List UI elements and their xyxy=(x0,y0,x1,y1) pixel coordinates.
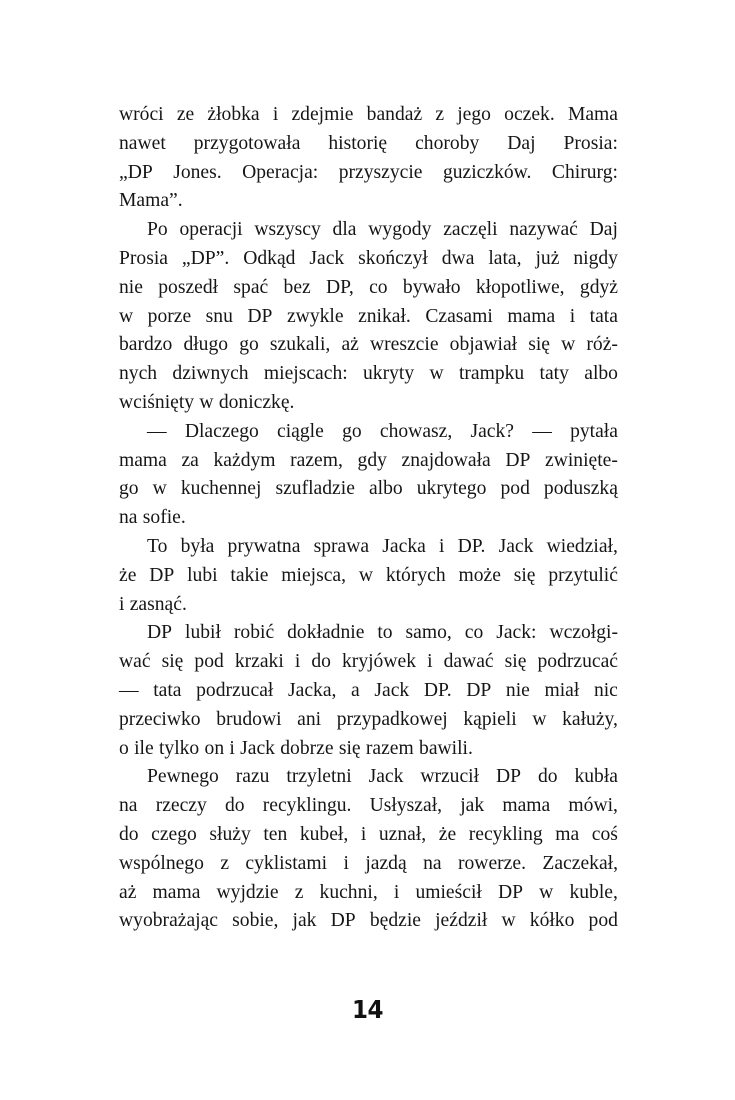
word: wyobrażając xyxy=(119,910,218,932)
text-line xyxy=(119,763,618,792)
word: „DP”. xyxy=(181,247,230,269)
word: długo xyxy=(183,334,229,356)
text-line xyxy=(119,850,618,879)
word: — xyxy=(147,420,167,442)
text-line xyxy=(119,187,618,216)
word: nawet xyxy=(119,132,166,154)
word: i xyxy=(427,651,433,673)
word: DP xyxy=(495,766,522,788)
word: operacji xyxy=(179,219,243,241)
word: miejscach: xyxy=(263,363,348,385)
word: ma xyxy=(555,823,580,845)
word: skończył xyxy=(358,247,428,269)
word: sobie, xyxy=(232,910,279,932)
word: których xyxy=(385,564,446,586)
word: Daj xyxy=(589,219,618,241)
word: zdejmie xyxy=(291,104,354,125)
text-line xyxy=(119,677,618,706)
word: razem, xyxy=(290,449,343,471)
word: róż- xyxy=(586,334,618,356)
text-line xyxy=(119,648,618,677)
text-line xyxy=(119,821,618,850)
word: w xyxy=(119,305,134,327)
word: jak xyxy=(292,910,317,932)
word: na xyxy=(119,507,138,529)
word: DP xyxy=(247,305,273,327)
word: i xyxy=(360,823,367,845)
word: taty xyxy=(539,363,569,385)
word: go xyxy=(239,334,259,356)
word: ile xyxy=(134,737,154,759)
word: DP xyxy=(466,679,492,701)
word: DP xyxy=(497,881,524,903)
word: jego xyxy=(457,104,491,125)
word: mówi, xyxy=(568,795,618,817)
text-line xyxy=(119,159,618,188)
word: samo, xyxy=(405,622,452,644)
word: Jack xyxy=(374,679,410,701)
word: znikał. xyxy=(358,305,411,327)
text-line xyxy=(119,130,618,159)
word: bawili. xyxy=(419,737,473,759)
word: nic xyxy=(593,679,618,701)
word: z xyxy=(220,852,230,874)
word: go xyxy=(119,478,139,500)
word: Mama xyxy=(567,104,618,125)
word: go xyxy=(342,420,362,442)
word: nigdy xyxy=(573,247,618,269)
word: pytała xyxy=(570,420,618,442)
word: poszedł xyxy=(158,276,219,298)
word: Zaczekał, xyxy=(542,852,618,874)
word: prywatna xyxy=(227,535,301,557)
text-line xyxy=(119,619,618,648)
word: DP. xyxy=(423,679,452,701)
word: Operacja: xyxy=(242,161,319,183)
word: do xyxy=(537,766,558,788)
word: razu xyxy=(235,766,270,788)
text-line xyxy=(119,274,618,303)
word: że xyxy=(438,823,457,845)
word: snu xyxy=(205,305,233,327)
word: że xyxy=(119,564,137,586)
word: historię xyxy=(328,132,388,154)
word: Jacka, xyxy=(288,679,337,701)
word: wróci xyxy=(119,104,164,125)
text-line xyxy=(119,245,618,274)
word: wciśnięty xyxy=(119,391,195,413)
word: mama xyxy=(119,449,167,471)
word: jeździł xyxy=(435,910,488,932)
word: się xyxy=(504,651,527,673)
word: ukryty xyxy=(363,363,415,385)
word: co xyxy=(369,276,388,298)
word: Odkąd xyxy=(243,247,296,269)
word: sprawa xyxy=(313,535,370,557)
word: już xyxy=(535,247,560,269)
word: się xyxy=(161,651,184,673)
word: lubi xyxy=(187,564,218,586)
word: Jack xyxy=(240,737,275,759)
text-line xyxy=(119,533,618,562)
word: choroby xyxy=(415,132,480,154)
word: znajdowała xyxy=(401,449,491,471)
word: i xyxy=(229,737,235,759)
word: coś xyxy=(591,823,618,845)
word: jazdą xyxy=(365,852,407,874)
word: krzaki xyxy=(234,651,284,673)
word: szukali, xyxy=(269,334,331,356)
word: ze xyxy=(176,104,195,125)
word: do xyxy=(224,795,245,817)
word: umieścił xyxy=(415,881,482,903)
word: i xyxy=(119,593,125,615)
word: może xyxy=(458,564,501,586)
word: Jack xyxy=(368,766,404,788)
text-line xyxy=(119,303,618,332)
word: kubła xyxy=(574,766,618,788)
word: do xyxy=(119,823,139,845)
word: spać xyxy=(233,276,269,298)
word: nie xyxy=(505,679,530,701)
word: to xyxy=(377,622,393,644)
word: recyklingu. xyxy=(262,795,352,817)
word: kuchni, xyxy=(319,881,378,903)
word: dawać xyxy=(443,651,494,673)
word: przeciwko xyxy=(119,708,201,730)
word: wspólnego xyxy=(119,852,204,874)
word: wczołgi- xyxy=(549,622,618,644)
text-line xyxy=(119,562,618,591)
word: szufladzie xyxy=(275,478,355,500)
word: miejsca, xyxy=(281,564,347,586)
word: służy xyxy=(209,823,251,845)
word: doniczkę. xyxy=(218,391,295,413)
word: w xyxy=(532,708,547,730)
word: kałuży, xyxy=(562,708,618,730)
text-line xyxy=(119,475,618,504)
word: lubił xyxy=(185,622,221,644)
text-line xyxy=(119,447,618,476)
word: pod xyxy=(588,910,618,932)
word: wreszcie xyxy=(369,334,439,356)
word: zasnąć. xyxy=(129,593,187,615)
word: objawiał xyxy=(449,334,518,356)
word: w xyxy=(539,881,554,903)
word: Jack: xyxy=(496,622,537,644)
word: oczek. xyxy=(504,104,555,125)
word: na xyxy=(423,852,442,874)
word: i xyxy=(439,535,445,557)
word: i xyxy=(272,104,279,125)
word: dokładnie xyxy=(287,622,365,644)
word: Usłyszał, xyxy=(369,795,443,817)
word: rowerze. xyxy=(457,852,526,874)
word: Chirurg: xyxy=(551,161,618,183)
word: sofie. xyxy=(142,507,186,529)
word: ani xyxy=(297,708,322,730)
word: ten xyxy=(263,823,288,845)
word: porze xyxy=(147,305,192,327)
word: kubeł, xyxy=(299,823,349,845)
word: Jack xyxy=(309,247,345,269)
word: w xyxy=(429,363,444,385)
word: Jones. xyxy=(173,161,222,183)
word: wyjdzie xyxy=(216,881,279,903)
word: ciągle xyxy=(277,420,324,442)
word: kłopotliwe, xyxy=(475,276,565,298)
text-line xyxy=(119,879,618,908)
word: — xyxy=(119,679,139,701)
word: na xyxy=(119,795,138,817)
text-line xyxy=(119,331,618,360)
word: mama xyxy=(507,305,556,327)
word: a xyxy=(351,679,360,701)
word: dobrze xyxy=(280,737,334,759)
word: robić xyxy=(233,622,275,644)
word: Prosia xyxy=(119,247,168,269)
word: gdyż xyxy=(579,276,618,298)
word: Jacka xyxy=(382,535,426,557)
word: wygody xyxy=(368,219,432,241)
word: Daj xyxy=(507,132,536,154)
word: i xyxy=(343,852,349,874)
word: czego xyxy=(151,823,197,845)
word: była xyxy=(180,535,215,557)
word: i xyxy=(294,651,301,673)
word: Jack? xyxy=(470,420,514,442)
word: przypadkowej xyxy=(336,708,448,730)
word: nych xyxy=(119,363,158,385)
page-body-text xyxy=(119,101,618,936)
word: się xyxy=(513,564,536,586)
word: brudowi xyxy=(216,708,282,730)
text-line xyxy=(119,907,618,936)
page-number: 14 xyxy=(351,995,384,1024)
word: DP xyxy=(505,449,531,471)
word: DP, xyxy=(326,276,354,298)
word: dwa xyxy=(441,247,475,269)
text-line xyxy=(119,792,618,821)
word: zwykle xyxy=(286,305,344,327)
word: bez xyxy=(283,276,311,298)
word: DP. xyxy=(457,535,486,557)
word: takie xyxy=(230,564,269,586)
word: będzie xyxy=(369,910,421,932)
word: lata, xyxy=(488,247,522,269)
word: Czasami xyxy=(425,305,493,327)
word: podrzucał xyxy=(196,679,274,701)
word: pod xyxy=(500,478,530,500)
text-line xyxy=(119,360,618,389)
word: kąpieli xyxy=(463,708,517,730)
text-line xyxy=(119,389,618,418)
word: albo xyxy=(368,478,403,500)
word: trampku xyxy=(458,363,525,385)
word: w xyxy=(561,334,576,356)
word: bardzo xyxy=(119,334,173,356)
word: dla xyxy=(332,219,357,241)
word: i xyxy=(393,881,400,903)
word: się xyxy=(528,334,550,356)
word: albo xyxy=(584,363,618,385)
word: o xyxy=(119,737,129,759)
word: ukrytego xyxy=(416,478,487,500)
word: w xyxy=(501,910,516,932)
word: tata xyxy=(153,679,182,701)
word: recykling xyxy=(468,823,543,845)
word: dziwnych xyxy=(172,363,249,385)
word: gdy xyxy=(357,449,387,471)
word: rzeczy xyxy=(155,795,207,817)
word: kryjówek xyxy=(342,651,417,673)
word: chowasz, xyxy=(379,420,453,442)
word: aż xyxy=(341,334,359,356)
word: żłobka xyxy=(207,104,260,125)
word: każdym xyxy=(213,449,276,471)
text-line xyxy=(119,504,618,533)
text-line xyxy=(119,706,618,735)
word: Mama”. xyxy=(119,190,183,212)
text-line xyxy=(119,591,618,620)
word: cyklistami xyxy=(245,852,328,874)
word: kuchennej xyxy=(180,478,262,500)
word: „DP xyxy=(119,161,153,183)
word: wrzucił xyxy=(420,766,480,788)
word: bywało xyxy=(402,276,461,298)
word: poduszką xyxy=(543,478,618,500)
word: Po xyxy=(147,219,168,241)
word: się xyxy=(338,737,361,759)
word: jak xyxy=(460,795,485,817)
word: podrzucać xyxy=(537,651,618,673)
word: mama xyxy=(502,795,551,817)
word: nie xyxy=(119,276,143,298)
word: uznał, xyxy=(378,823,427,845)
word: To xyxy=(147,535,168,557)
word: Jack xyxy=(498,535,534,557)
word: guziczków. xyxy=(442,161,532,183)
word: w xyxy=(199,391,214,413)
word: Pewnego xyxy=(147,766,219,788)
word: trzyletni xyxy=(286,766,352,788)
word: za xyxy=(181,449,199,471)
word: w xyxy=(152,478,167,500)
word: razem xyxy=(365,737,414,759)
word: tylko xyxy=(158,737,200,759)
word: przytulić xyxy=(548,564,618,586)
text-line xyxy=(119,418,618,447)
word: DP xyxy=(330,910,356,932)
word: do xyxy=(311,651,331,673)
word: i xyxy=(569,305,576,327)
word: aż xyxy=(119,881,137,903)
word: tata xyxy=(589,305,618,327)
word: Prosia: xyxy=(563,132,618,154)
word: nazywać xyxy=(509,219,578,241)
word: przyszycie xyxy=(338,161,423,183)
word: zaczęli xyxy=(443,219,498,241)
word: pod xyxy=(194,651,224,673)
word: z xyxy=(294,881,304,903)
word: wać xyxy=(119,651,151,673)
word: on xyxy=(204,737,225,759)
word: co xyxy=(464,622,484,644)
word: miał xyxy=(544,679,580,701)
word: przygotowała xyxy=(193,132,301,154)
word: mama xyxy=(152,881,201,903)
word: DP xyxy=(149,564,175,586)
text-line xyxy=(119,101,618,130)
word: Dlaczego xyxy=(184,420,259,442)
word: — xyxy=(532,420,552,442)
word: kółko xyxy=(529,910,575,932)
word: zwinięte- xyxy=(545,449,618,471)
word: DP xyxy=(147,622,173,644)
word: wiedział, xyxy=(546,535,618,557)
word: kuble, xyxy=(569,881,618,903)
word: bandaż xyxy=(366,104,423,125)
word: z xyxy=(435,104,445,125)
word: wszyscy xyxy=(254,219,321,241)
text-line xyxy=(119,216,618,245)
text-line xyxy=(119,735,618,764)
word: w xyxy=(358,564,373,586)
